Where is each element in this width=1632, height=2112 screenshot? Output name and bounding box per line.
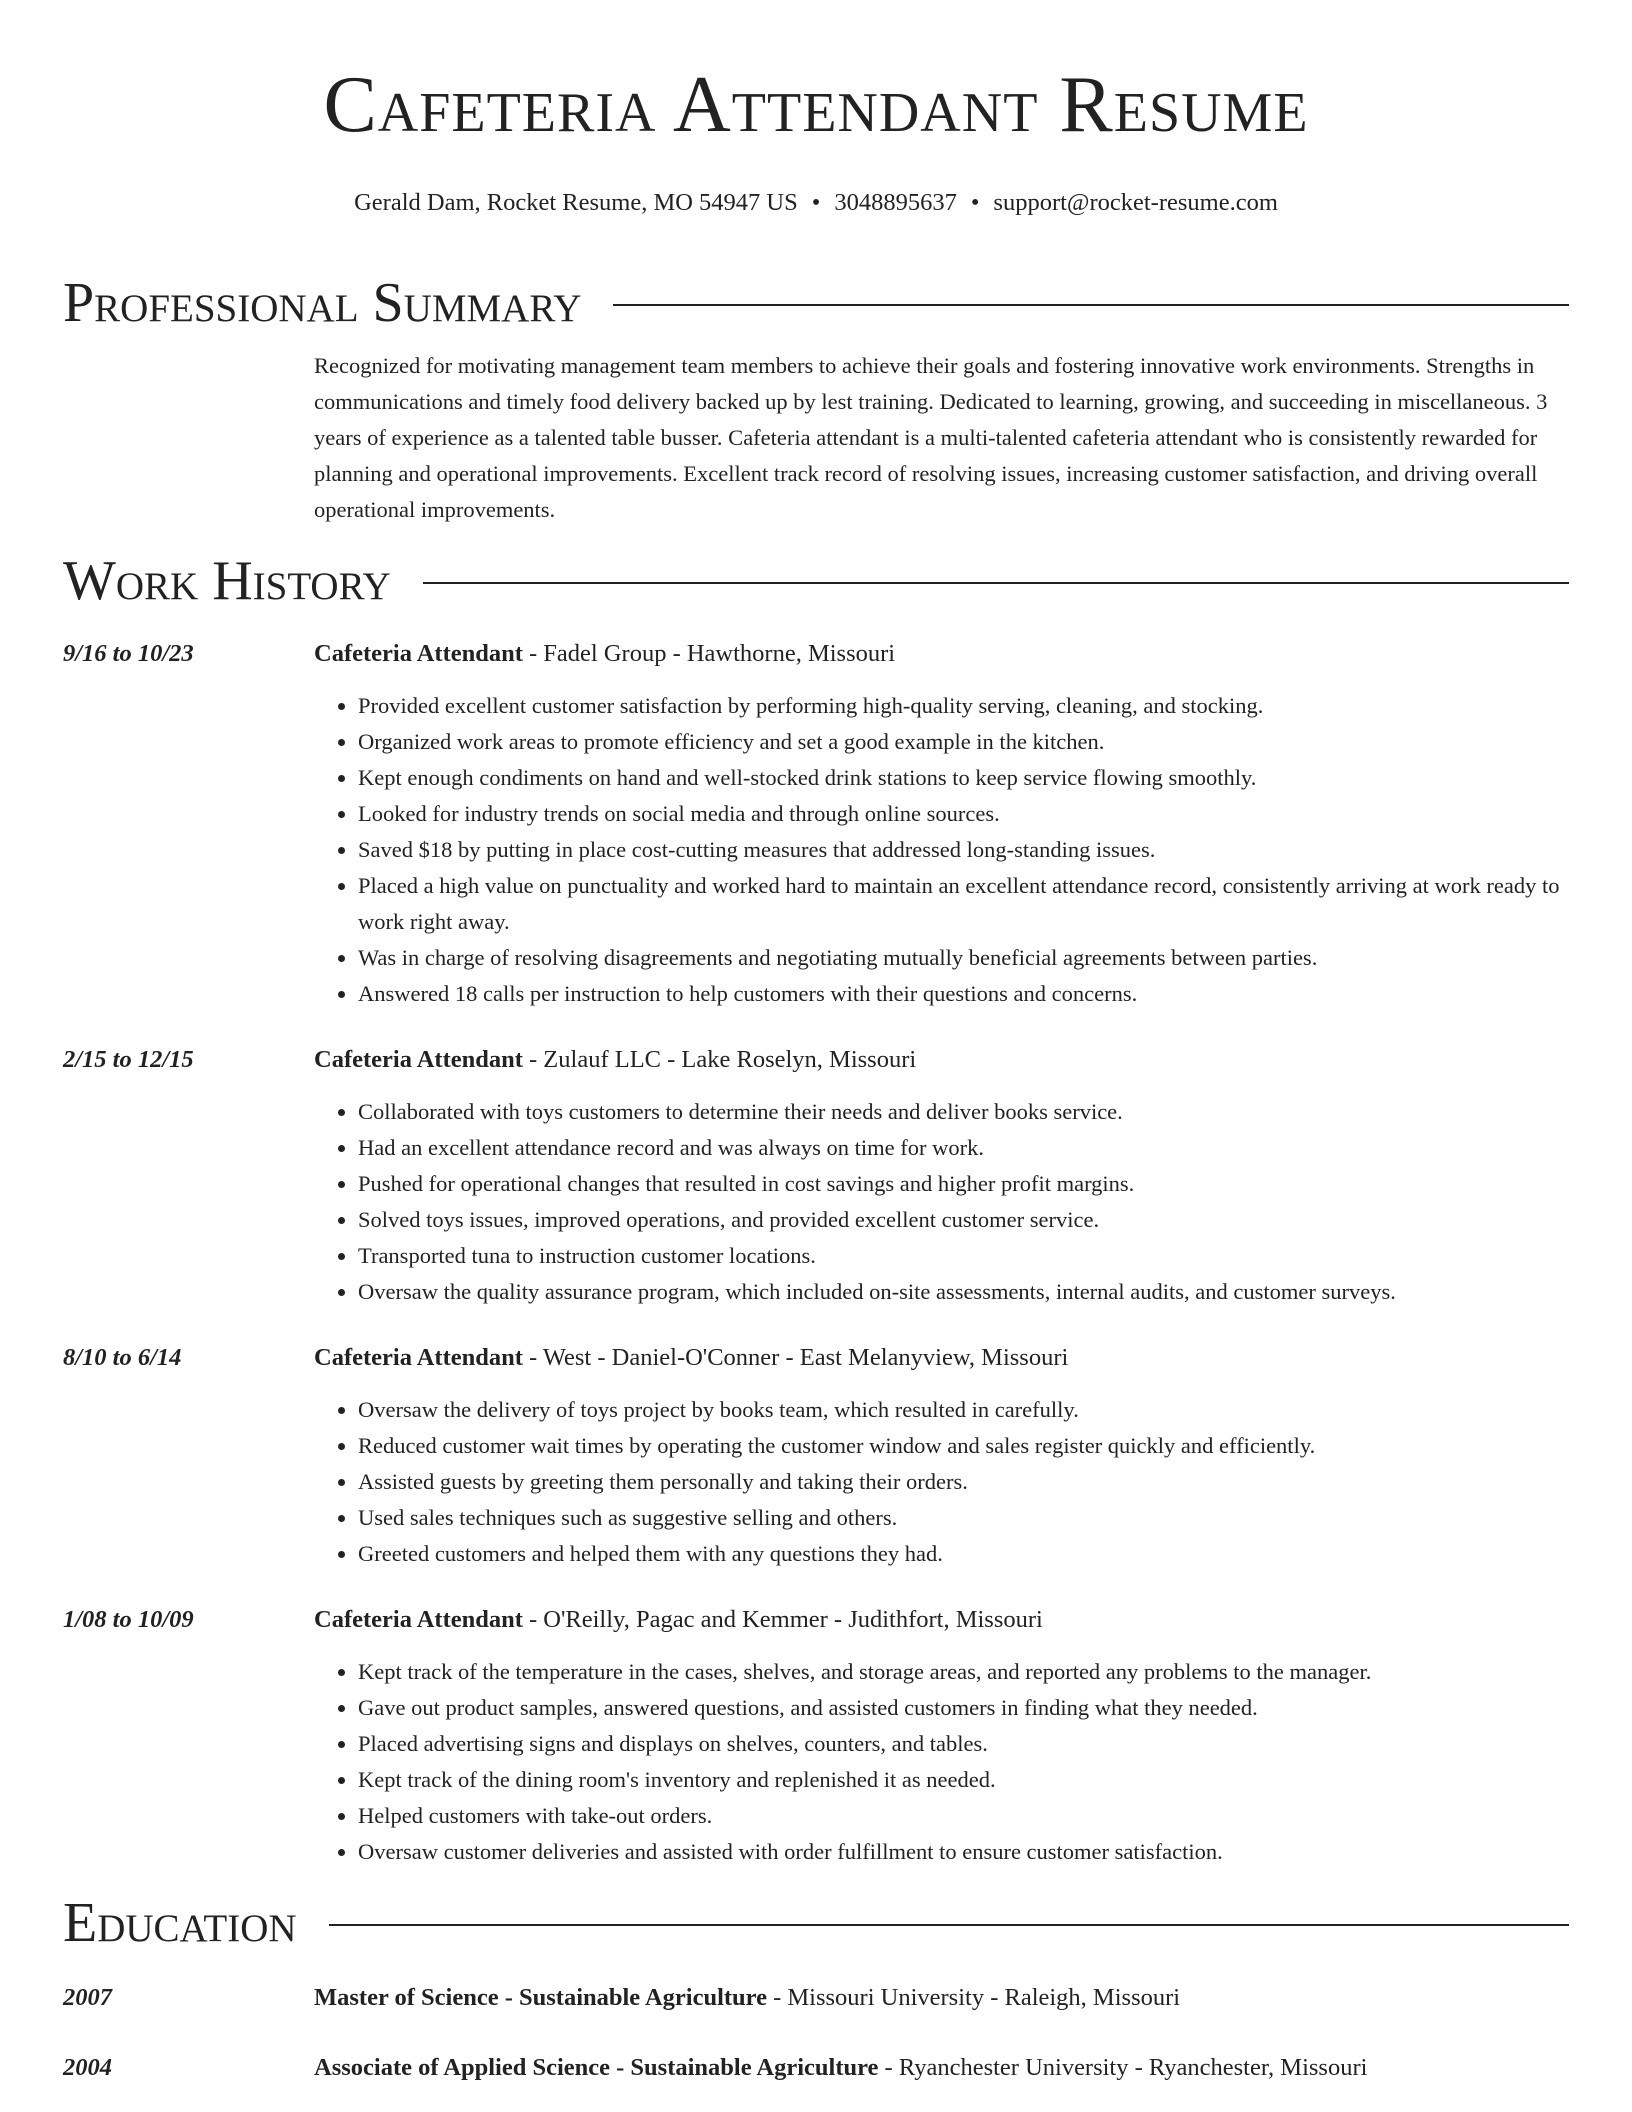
section-divider (613, 304, 1569, 306)
job-content (314, 1342, 1569, 1572)
contact-email: support@rocket-resume.com (993, 189, 1278, 216)
job-dates: 1/08 to 10/09 (63, 1606, 194, 1633)
job-bullet: • Had an excellent attendance record and was always on time for work. (358, 1130, 1569, 1166)
contact-address: Gerald Dam, Rocket Resume, MO 54947 US (354, 189, 798, 216)
job-bullet: • Kept track of the dining room's inventory and replenished it as needed. (358, 1762, 1569, 1798)
job-title-line (314, 638, 1569, 670)
job-content (314, 1044, 1569, 1310)
contact-separator: • (970, 189, 980, 216)
job-title-line (314, 1342, 1569, 1374)
work-history-section-header (63, 546, 1569, 616)
education-heading: Education (63, 1892, 297, 1954)
job-bullet-list (314, 1654, 1569, 1870)
education-title-line (314, 2052, 1569, 2084)
job-bullet: • Kept enough condiments on hand and well-stocked drink stations to keep service flowing smoothly. (358, 760, 1569, 796)
education-section-header (63, 1888, 1569, 1958)
job-bullet: • Kept track of the temperature in the cases, shelves, and storage areas, and reported any problems to the manager. (358, 1654, 1569, 1690)
job-title: Cafeteria Attendant (314, 1344, 523, 1371)
job-bullet: • Placed advertising signs and displays on shelves, counters, and tables. (358, 1726, 1569, 1762)
job-entry (63, 1604, 1569, 1870)
job-employer: - Fadel Group - Hawthorne, Missouri (522, 640, 896, 667)
job-bullet: • Answered 18 calls per instruction to help customers with their questions and concerns. (358, 976, 1569, 1012)
job-bullet: • Gave out product samples, answered questions, and assisted customers in finding what they needed. (358, 1690, 1569, 1726)
job-title-line (314, 1044, 1569, 1076)
job-title: Cafeteria Attendant (314, 640, 523, 667)
job-entry (63, 1044, 1569, 1310)
job-title-line (314, 1604, 1569, 1636)
education-entry (63, 2052, 1569, 2084)
job-bullet-list (314, 1094, 1569, 1310)
education-year: 2004 (63, 2054, 112, 2081)
job-bullet: • Oversaw customer deliveries and assisted with order fulfillment to ensure customer satisfaction. (358, 1834, 1569, 1870)
job-bullet: • Oversaw the quality assurance program, which included on-site assessments, internal audits, and customer surveys. (358, 1274, 1569, 1310)
job-bullet: • Solved toys issues, improved operations, and provided excellent customer service. (358, 1202, 1569, 1238)
contact-phone: 3048895637 (834, 189, 957, 216)
section-divider (423, 582, 1569, 584)
education-title-line (314, 1982, 1569, 2014)
summary-heading: Professional Summary (63, 272, 582, 334)
resume-title: Cafeteria Attendant Resume (323, 61, 1309, 149)
summary-text: Recognized for motivating management team members to achieve their goals and fostering innovative work environments. Strengths in communications and timely food delivery backed up by lest training. Dedicated to learning, growing, and succeeding in miscellaneous. 3 years of experience as a talented table busser. Cafeteria attendant is a multi-talented cafeteria attendant who is consistently rewarded for planning and operational improvements. Excellent track record of resolving issues, increasing customer satisfaction, and driving overall operational improvements. (314, 353, 1548, 522)
job-employer: - Zulauf LLC - Lake Roselyn, Missouri (522, 1046, 917, 1073)
education-school: - Missouri University - Raleigh, Missouri (766, 1984, 1181, 2011)
contact-separator: • (811, 189, 821, 216)
education-content (314, 1982, 1569, 2014)
education-content (314, 2052, 1569, 2084)
job-title: Cafeteria Attendant (314, 1606, 523, 1633)
job-bullet: • Placed a high value on punctuality and worked hard to maintain an excellent attendance record, consistently arriving at work ready to work right away. (358, 868, 1569, 940)
job-title: Cafeteria Attendant (314, 1046, 523, 1073)
job-bullet: • Greeted customers and helped them with any questions they had. (358, 1536, 1569, 1572)
job-content (314, 638, 1569, 1012)
job-bullet: • Oversaw the delivery of toys project by books team, which resulted in carefully. (358, 1392, 1569, 1428)
job-bullet: • Used sales techniques such as suggestive selling and others. (358, 1500, 1569, 1536)
job-dates: 9/16 to 10/23 (63, 640, 194, 667)
job-content (314, 1604, 1569, 1870)
job-bullet: • Pushed for operational changes that resulted in cost savings and higher profit margins. (358, 1166, 1569, 1202)
job-entry (63, 1342, 1569, 1572)
job-bullet: • Collaborated with toys customers to determine their needs and deliver books service. (358, 1094, 1569, 1130)
job-employer: - West - Daniel-O'Conner - East Melanyview, Missouri (522, 1344, 1069, 1371)
job-bullet: • Was in charge of resolving disagreements and negotiating mutually beneficial agreements between parties. (358, 940, 1569, 976)
job-entry (63, 638, 1569, 1012)
job-bullet: • Reduced customer wait times by operating the customer window and sales register quickly and efficiently. (358, 1428, 1569, 1464)
job-bullet: • Looked for industry trends on social media and through online sources. (358, 796, 1569, 832)
job-bullet: • Provided excellent customer satisfaction by performing high-quality serving, cleaning, and stocking. (358, 688, 1569, 724)
job-bullet: • Assisted guests by greeting them personally and taking their orders. (358, 1464, 1569, 1500)
education-school: - Ryanchester University - Ryanchester, Missouri (878, 2054, 1368, 2081)
job-bullet: • Transported tuna to instruction customer locations. (358, 1238, 1569, 1274)
job-bullet-list (314, 688, 1569, 1012)
job-employer: - O'Reilly, Pagac and Kemmer - Judithfort, Missouri (522, 1606, 1043, 1633)
education-year: 2007 (63, 1984, 112, 2011)
education-degree: Master of Science - Sustainable Agriculture (314, 1984, 767, 2011)
job-bullet: • Saved $18 by putting in place cost-cutting measures that addressed long-standing issues. (358, 832, 1569, 868)
job-bullet: • Helped customers with take-out orders. (358, 1798, 1569, 1834)
job-bullet: • Organized work areas to promote efficiency and set a good example in the kitchen. (358, 724, 1569, 760)
contact-line (63, 188, 1569, 218)
education-degree: Associate of Applied Science - Sustainable Agriculture (314, 2054, 879, 2081)
job-bullet-list (314, 1392, 1569, 1572)
summary-section-header (63, 268, 1569, 338)
job-dates: 2/15 to 12/15 (63, 1046, 194, 1073)
section-divider (329, 1924, 1569, 1926)
work-history-heading: Work History (63, 550, 391, 612)
job-dates: 8/10 to 6/14 (63, 1344, 182, 1371)
education-entry (63, 1982, 1569, 2014)
